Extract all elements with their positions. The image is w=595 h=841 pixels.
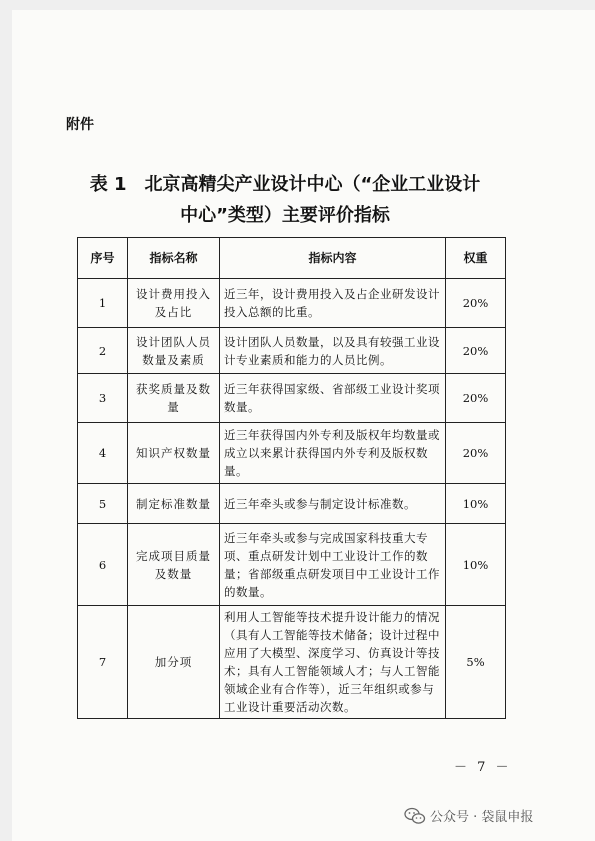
row-content: 设计团队人员数量，以及具有较强工业设计专业素质和能力的人员比例。 [220,328,446,374]
header-weight: 权重 [446,238,506,279]
table-row [78,484,506,524]
row-content: 近三年获得国内外专利及版权年均数量或成立以来累计获得国内外专利及版权数量。 [220,423,446,484]
table-title [60,169,510,231]
table-title-line-2: 中心”类型）主要评价指标 [180,205,390,226]
table-title-line-1: 表 1 北京高精尖产业设计中心（“企业工业设计 [89,174,481,195]
row-no: 2 [78,328,128,374]
row-weight: 10% [446,484,506,524]
row-name: 设计费用投入及占比 [128,279,220,328]
row-name: 获奖质量及数量 [128,374,220,423]
attachment-label: 附件 [66,117,94,133]
table-row [78,606,506,719]
row-content: 利用人工智能等技术提升设计能力的情况（具有人工智能等技术储备；设计过程中应用了大模型、深度学习、仿真设计等技术；具有人工智能领域人才；与人工智能领域企业有合作等），近三年组织或参与工业设计重要活动次数。 [220,606,446,719]
row-weight: 20% [446,423,506,484]
row-no: 3 [78,374,128,423]
row-name: 加分项 [128,606,220,719]
header-name: 指标名称 [128,238,220,279]
watermark [404,806,533,825]
row-content: 近三年牵头或参与制定设计标准数。 [220,484,446,524]
row-no: 5 [78,484,128,524]
table-row [78,423,506,484]
table-header-row [78,238,506,279]
row-no: 1 [78,279,128,328]
row-name: 制定标准数量 [128,484,220,524]
header-no: 序号 [78,238,128,279]
row-weight: 10% [446,524,506,606]
row-weight: 20% [446,279,506,328]
header-content: 指标内容 [220,238,446,279]
evaluation-table [77,237,506,719]
row-content: 近三年，设计费用投入及占企业研发设计投入总额的比重。 [220,279,446,328]
table-row [78,279,506,328]
table-row [78,524,506,606]
wechat-icon [404,807,426,825]
row-weight: 20% [446,328,506,374]
row-weight: 5% [446,606,506,719]
table-row [78,328,506,374]
row-name: 完成项目质量及数量 [128,524,220,606]
table-row [78,374,506,423]
watermark-text: 公众号 · 袋鼠申报 [430,810,534,825]
row-weight: 20% [446,374,506,423]
row-name: 知识产权数量 [128,423,220,484]
row-no: 4 [78,423,128,484]
row-content: 近三年获得国家级、省部级工业设计奖项数量。 [220,374,446,423]
row-name: 设计团队人员数量及素质 [128,328,220,374]
row-no: 6 [78,524,128,606]
page-number: － 7 － [454,760,512,775]
row-content: 近三年牵头或参与完成国家科技重大专项、重点研发计划中工业设计工作的数量；省部级重点研发项目中工业设计工作的数量。 [220,524,446,606]
row-no: 7 [78,606,128,719]
